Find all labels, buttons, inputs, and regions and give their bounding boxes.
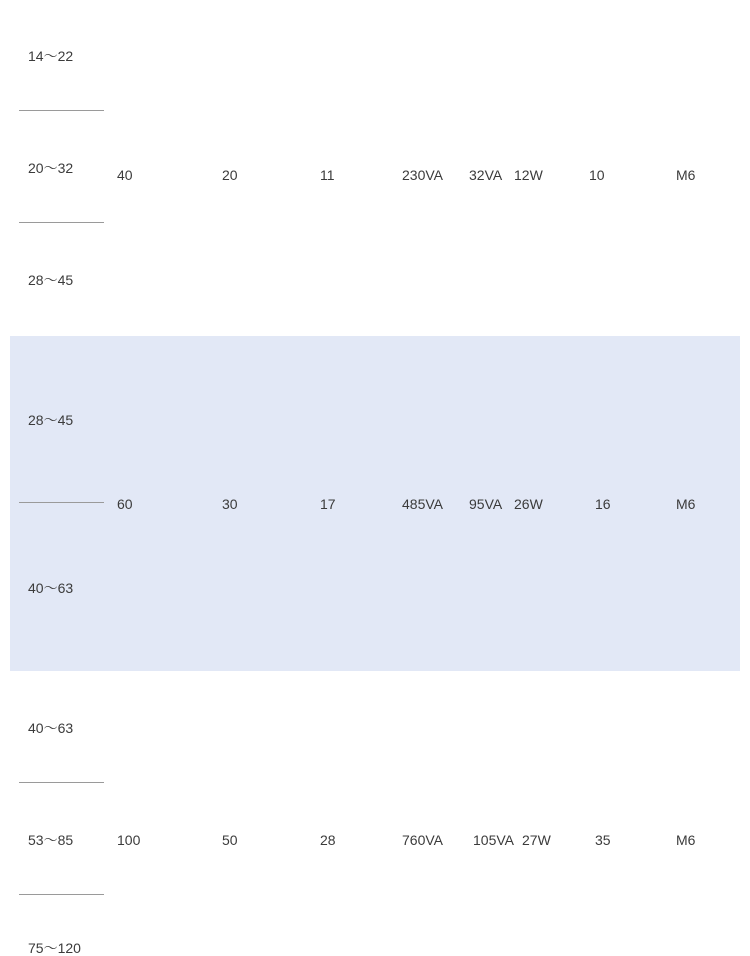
value-cell-col5-text: 95VA (469, 496, 503, 512)
value-cell-col2: 50 (222, 832, 238, 848)
value-cell-col6: 27W (522, 832, 551, 848)
range-cell: 20～32 (28, 160, 74, 176)
value-cell-col5 (469, 496, 508, 512)
range-divider (19, 110, 104, 111)
range-cell: 75～120 (28, 940, 81, 956)
range-divider (19, 782, 104, 783)
value-cell-col7: 16 (595, 496, 611, 512)
range-divider (19, 502, 104, 503)
value-cell-col3: 28 (320, 832, 336, 848)
value-cell-col7: 10 (589, 167, 605, 183)
value-cell-col7: 35 (595, 832, 611, 848)
range-cell: 28～45 (28, 272, 74, 288)
value-cell-col5-text: 32VA (469, 167, 503, 183)
range-divider (19, 222, 104, 223)
range-cell: 28～45 (28, 412, 74, 428)
value-cell-col6: 12W (514, 167, 543, 183)
value-cell-col2: 30 (222, 496, 238, 512)
value-cell-col5: 105VA (473, 832, 514, 848)
value-cell-col4: 760VA (402, 832, 443, 848)
value-cell-col1: 100 (117, 832, 141, 848)
value-cell-col4: 485VA (402, 496, 443, 512)
value-cell-col3: 11 (320, 167, 335, 183)
value-cell-col3: 17 (320, 496, 336, 512)
value-cell-col8: M6 (676, 167, 696, 183)
range-cell: 40～63 (28, 720, 74, 736)
value-cell-col8: M6 (676, 496, 696, 512)
value-cell-col2: 20 (222, 167, 238, 183)
value-cell-col1: 40 (117, 167, 133, 183)
range-cell: 53～85 (28, 832, 74, 848)
range-divider (19, 894, 104, 895)
value-cell-col1: 60 (117, 496, 133, 512)
range-cell: 14～22 (28, 48, 74, 64)
value-cell-col6: 26W (514, 496, 543, 512)
value-cell-col4: 230VA (402, 167, 443, 183)
range-cell: 40～63 (28, 580, 74, 596)
value-cell-col8: M6 (676, 832, 696, 848)
value-cell-col5 (469, 167, 508, 183)
